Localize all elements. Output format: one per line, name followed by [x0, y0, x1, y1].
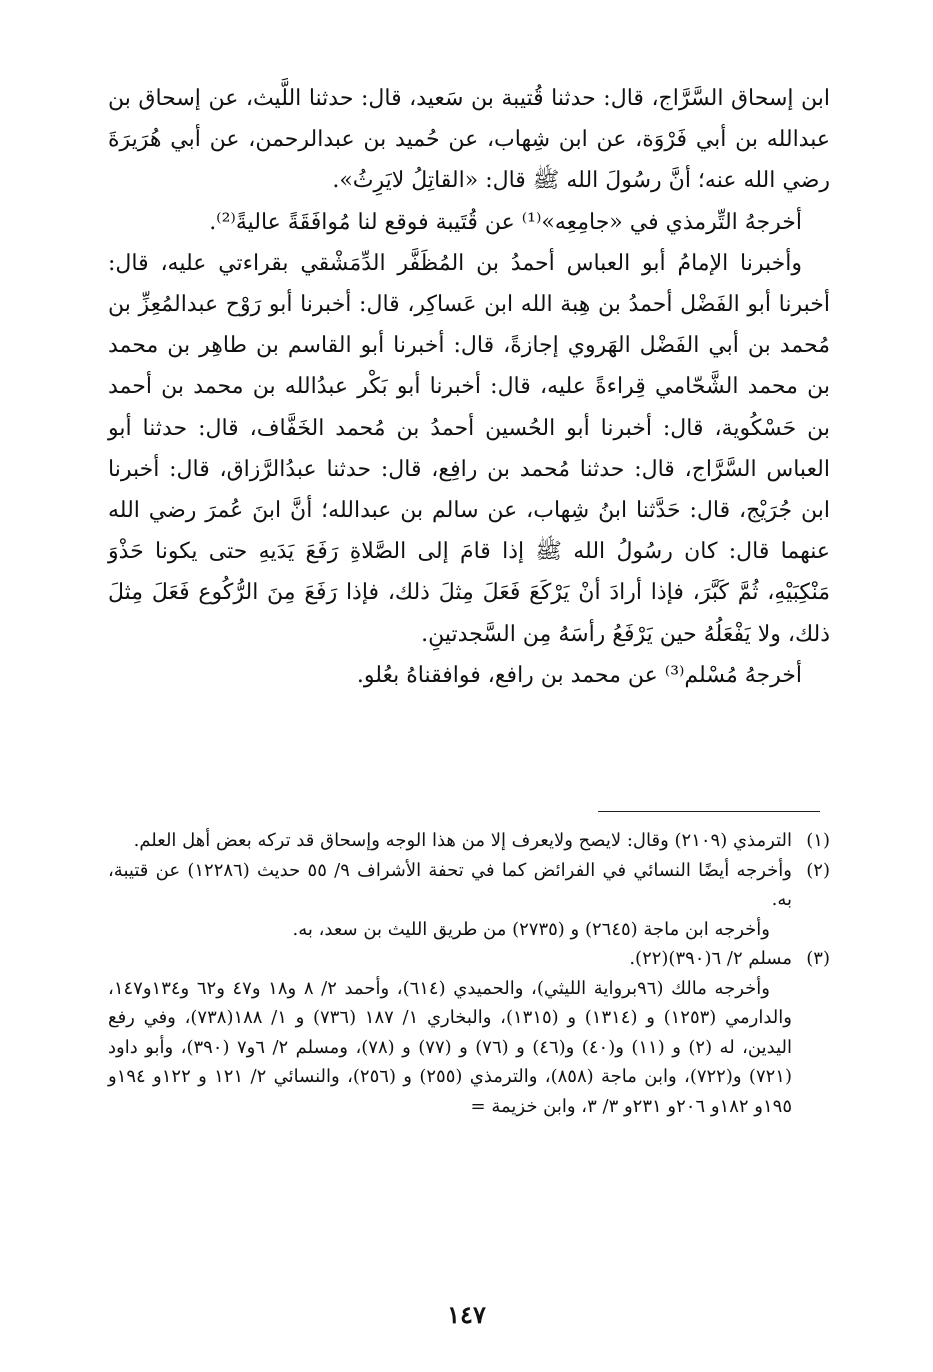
footnotes-section [108, 826, 830, 1121]
footnote-3 [108, 944, 830, 1121]
takhrij-muslim-paragraph: أخرجهُ مُسْلم⁽³⁾ عن محمد بن رافع، فوافقناهُ بعُلو. [356, 662, 802, 688]
footnote-text: وأخرجه أيضًا النسائي في الفرائض كما في تحفة الأشراف ٩/ ٥٥ حديث (١٢٢٨٦) عن قتيبة، به. [108, 859, 792, 910]
footnote-1 [108, 826, 830, 856]
footnote-text: مسلم ٢/ ٦(٣٩٠)(٢٢). [629, 948, 792, 969]
footnote-number: (٢) [806, 859, 830, 881]
footnote-text: وأخرجه مالك (٩٦برواية الليثي)، والحميدي (٦١٤)، وأحمد ٢/ ٨ و١٨ و٤٧ و٦٢ و١٣٤و١٤٧، والدارمي (١٢٥٣) و (١٣١٤) و (١٣١٥)، والبخاري ١/ ١٨٧ (٧٣٦) و ١/ ١٨٨(٧٣٨)، وفي رفع اليدين، له (٢) و (١١) و(٤٠) و(٤٦) و (٧٦) و (٧٧) و (٧٨)، ومسلم ٢/ ٦و٧ (٣٩٠)، وأبو داود (٧٢١) و(٧٢٢)، وابن ماجة (٨٥٨)، والترمذي (٢٥٥) و (٢٥٦)، والنسائي ٢/ ١٢١ و ١٢٢و ١٩٤و ١٩٥و ١٨٢و ٢٠٦و ٢٣١و ٣/ ٣، وابن خزيمة = [108, 977, 793, 1117]
footnote-text: الترمذي (٢١٠٩) وقال: لايصح ولايعرف إلا من هذا الوجه وإسحاق قد تركه بعض أهل العلم. [133, 830, 792, 851]
hadith-isnad-paragraph: ابن إسحاق السَّرَّاج، قال: حدثنا قُتيبة بن سَعيد، قال: حدثنا اللَّيث، عن إسحاق بن عبدالله بن أبي فَرْوَة، عن ابن شِهاب، عن حُميد بن عبدالرحمن، عن أبي هُرَيرَةَ رضي الله عنه؛ أنَّ رسُولَ الله ﷺ قال: «القاتِلُ لايَرِثُ». [108, 86, 830, 194]
main-text-block [108, 78, 830, 696]
footnote-body [108, 944, 792, 1121]
page-number: ١٤٧ [447, 1300, 486, 1329]
footnote-body [108, 856, 792, 945]
second-hadith-paragraph: وأخبرنا الإمامُ أبو العباس أحمدُ بن المُظَفَّر الدِّمَشْقي بقراءتي عليه، قال: أخبرنا أبو الفَضْل أحمدُ بن هِبة الله ابن عَساكِر، قال: أخبرنا أبو رَوْح عبدالمُعِزِّ بن مُحمد بن أبي الفَضْل الهَروي إجازةً، قال: أخبرنا أبو القاسم بن طاهِر بن محمد بن محمد الشَّحّامي قِراءةً عليه، قال: أخبرنا أبو بَكْر عبدُالله بن محمد بن أحمد بن حَسْكُوية، قال: أخبرنا أبو الحُسين أحمدُ بن مُحمد الخَفَّاف، قال: حدثنا أبو العباس السَّرَّاج، قال: حدثنا مُحمد بن رافِع، قال: حدثنا عبدُالرَّزاق، قال: أخبرنا ابن جُرَيْج، قال: حَدَّثنا ابنُ شِهاب، عن سالم بن عبدالله؛ أنَّ ابنَ عُمرَ رضي الله عنهما قال: كان رسُولُ الله ﷺ إذا قامَ إلى الصَّلاةِ رَفَعَ يَدَيهِ حتى يكونا حَذْوَ مَنْكِبَيْهِ، ثُمَّ كَبَّرَ، فإذا أرادَ أنْ يَرْكَعَ فَعَلَ مِثلَ ذلك، فإذا رَفَعَ مِنَ الرُّكُوع فَعَلَ مِثلَ ذلك، ولا يَفْعَلُهُ حين يَرْفَعُ رأسَهُ مِن السَّجدتينِ. [108, 250, 831, 647]
footnote-number: (١) [806, 830, 830, 851]
footnote-separator [598, 811, 820, 812]
footnote-number: (٣) [806, 948, 830, 969]
takhrij-paragraph: أخرجهُ التِّرمذي في «جامِعِه»⁽¹⁾ عن قُتَيبة فوقع لنا مُوافَقَةً عاليةً⁽²⁾. [209, 209, 802, 235]
footnote-text: وأخرجه ابن ماجة (٢٦٤٥) و (٢٧٣٥) من طريق الليث بن سعد، به. [292, 918, 770, 940]
footnote-2 [108, 856, 830, 945]
footnote-body [108, 826, 792, 856]
